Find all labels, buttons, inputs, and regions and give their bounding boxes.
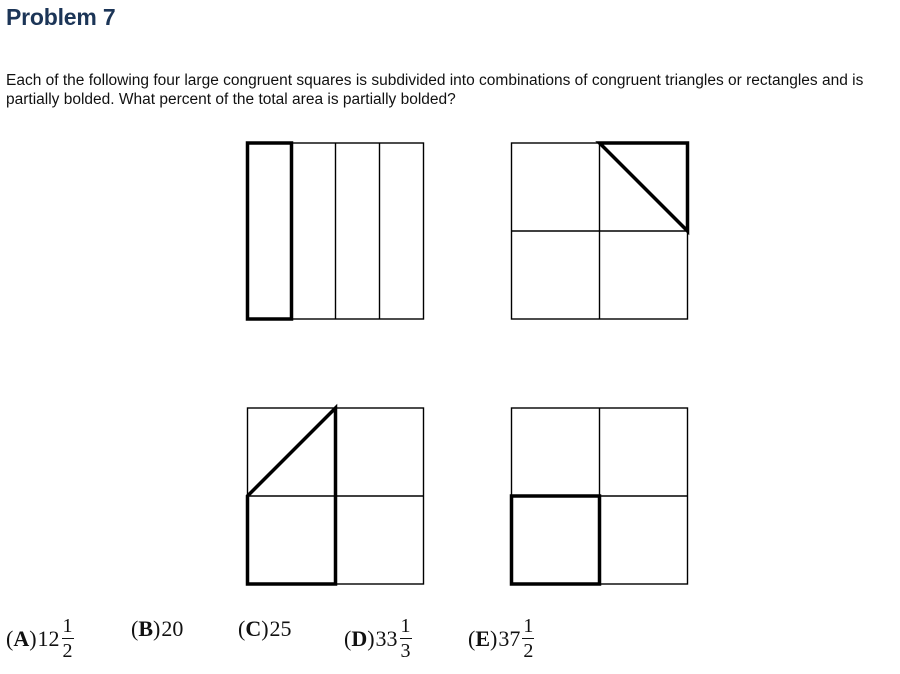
choice-d[interactable]: ( D ) 33 $\frac{1}{3}$ [344, 615, 411, 662]
choice-e[interactable]: ( E ) 37 $\frac{1}{2}$ [468, 615, 534, 662]
fraction-numerator: 1 [62, 615, 73, 637]
choice-fraction [400, 616, 412, 661]
choice-a[interactable]: ( A ) 12 $\frac{1}{2}$ [6, 615, 73, 662]
choice-letter: B [138, 616, 154, 641]
choice-letter: E [475, 625, 491, 651]
choice-letter: A [13, 625, 30, 651]
fraction-denominator: 2 [62, 640, 73, 662]
choice-value: 12 [37, 625, 60, 651]
choice-value: 33 [375, 625, 398, 651]
choice-value: 20 [161, 616, 184, 641]
bolded-strip [248, 143, 292, 319]
choice-value: 25 [269, 616, 292, 641]
square-vertical-strips [248, 143, 424, 319]
square-quadrant-triangle [512, 143, 688, 319]
square-trapezoid [248, 408, 424, 584]
fraction-denominator: 3 [400, 640, 411, 662]
choice-fraction [522, 616, 534, 661]
bolded-quadrant [512, 496, 600, 584]
choice-letter: D [351, 625, 368, 651]
choice-b[interactable]: ( B ) 20 [131, 616, 184, 641]
choice-letter: C [245, 616, 262, 641]
bolded-triangle [600, 143, 688, 231]
fraction-numerator: 1 [523, 615, 534, 637]
square-quadrant [512, 408, 688, 584]
problem-title: Problem 7 [6, 4, 116, 30]
choice-c[interactable]: ( C ) 25 [238, 616, 292, 641]
fraction-denominator: 2 [523, 640, 534, 662]
fraction-numerator: 1 [400, 615, 411, 637]
choice-value: 37 [498, 625, 521, 651]
problem-question: Each of the following four large congruent squares is subdivided into combinations of congruent triangles or rectangles and is partially bolded. What percent of the total area is partially bolded? [6, 72, 864, 108]
answer-choices [0, 600, 900, 674]
choice-fraction [62, 616, 74, 661]
